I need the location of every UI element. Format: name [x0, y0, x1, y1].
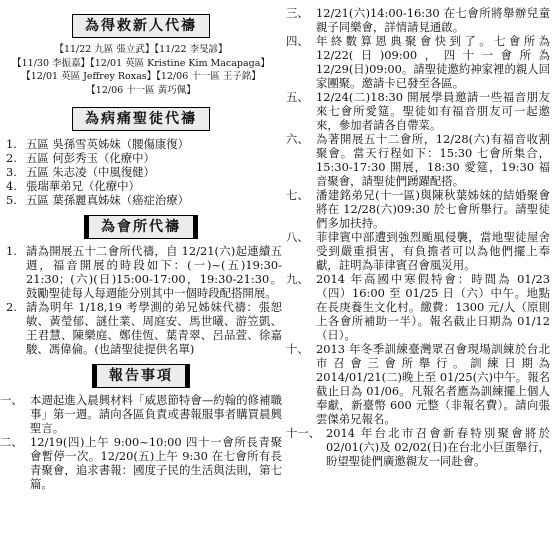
newcomers-row: 【11/22 九區 張立武】【11/22 李旻諺】	[54, 44, 228, 55]
reports-header	[0, 364, 282, 388]
list-item: 1. 請為開展五十二會所代禱，自 12/21(六)起連續五週，福音開展的時段如下：(一)~(五)19:30-21:30；(六)(日)15:00-17:00，19:30-21:30。鼓勵聖徒每人每週能分別其中一個時段配搭開展。	[6, 244, 282, 300]
newcomers-list	[0, 43, 282, 97]
list-item: 一、 本週起進入晨興材料「威恩節特會—約翰的修補職事」第一週。請向各區負責或書報服事者購買晨興聖言。	[0, 393, 282, 435]
meeting-title: 為會所代禱	[84, 215, 198, 239]
list-item: 七、 潘建銘弟兄(十一區)與陳秋葉姊妹的結婚聚會將在 12/28(六)09:30 於七會所舉行。請聖徒們多加扶持。	[286, 188, 550, 230]
list-item: 二、 12/19(四)上午 9:00~10:00 四十一會所長青聚會暫停一次。12/20(五)上午 9:30 在七會所有長青聚會，追求書報：國度子民的生活與法則，第七篇。	[0, 435, 282, 491]
newcomers-row: 【12/06 十一區 黃巧佩】	[86, 84, 196, 96]
meeting-header	[0, 215, 282, 239]
sick-header	[0, 107, 282, 131]
list-item: 六、 為著開展五十二會所，12/28(六)有福音收割聚會。當天行程如下：15:30 七會所集合，15:30-17:30 開展，18:30 愛筵，19:30 福音聚會，請聖徒們踴躍配搭。	[286, 132, 550, 188]
list-item: 九、 2014 年高國中寒假特會：時間為 01/23（四）16:00 至 01/25 日（六）中午。地點在長庚養生文化村。繳費：1300 元/人（原則上各會所補助一半）。報名截止日期為 01/12（日）。	[286, 272, 550, 342]
sick-list	[0, 137, 282, 207]
list-item: 4. 張瑞華弟兄（化療中）	[6, 179, 140, 193]
list-item: 2. 五區 何彭秀玉（化療中）	[6, 151, 155, 165]
list-item: 十、 2013 年冬季訓練臺灣眾召會現場訓練於台北市召會三會所舉行。訓練日期為2014/01/21(二)晚上至 01/25(六)中午。報名截止日為 01/06。凡報名者應為訓練擺上個人奉獻，新臺幣 600 元整（非報名費）。請向張雲傑弟兄報名。	[286, 342, 550, 426]
list-item: 2. 請為明年 1/18,19 考學測的弟兄姊妹代禱：張恕敏、黃瑩郁、謎仕業、周庭安、馬世曦、游笠凱、王君慧、陳樂庭、鄭佳恆、葉青翠、呂品萱、徐嘉駿、馮偉倫。(也請聖徒提供名單)	[6, 300, 282, 356]
newcomers-header	[0, 14, 282, 38]
right-column	[286, 6, 550, 468]
reports-list-right	[286, 6, 550, 468]
list-item: 1. 五區 吳孫雪英姊妹（腰傷康復）	[6, 137, 190, 151]
list-item: 四、 年終數算恩典聚會快到了。七會所為12/22(日)09:00，四十一會所為 12/29(日)09:00。請聖徒邀約神家裡的親人回家團聚。邀請卡已發至各區。	[286, 34, 551, 90]
list-item: 三、 12/21(六)14:00-16:30 在七會所將舉辦兒童親子同樂會，詳情請見通啟。	[286, 6, 550, 34]
list-item: 八、 菲律賓中部遭到強烈颱風侵襲，當地聖徒屋舍受到嚴重損害，有負擔者可以為他們擺上奉獻，註明為菲律賓召會風災用。	[286, 230, 550, 272]
left-column	[0, 0, 282, 491]
list-item: 5. 五區 葉孫麗真姊妹（癌症治療）	[6, 193, 190, 207]
reports-title: 報告事項	[92, 364, 190, 388]
newcomers-row: 【11/30 李振嘉】【12/01 英區 Kristine Kim Macapaga】	[12, 57, 270, 69]
reports-list-left	[0, 393, 282, 491]
newcomers-title: 為得救新人代禱	[72, 14, 210, 38]
sick-title: 為病痛聖徒代禱	[72, 107, 210, 131]
list-item: 五、 12/24(二)18:30 開展學員邀請一些福音朋友來七會所愛筵。聖徒如有福音朋友可一起邀來，參加者請各自帶菜。	[286, 90, 550, 132]
list-item: 十一、 2014 年台北市召會新春特別聚會將於02/01(六)及 02/02(日)在台北小巨蛋舉行，盼望聖徒們廣邀親友一同赴會。	[286, 426, 550, 468]
list-item: 3. 五區 朱志凌（中風復健）	[6, 165, 155, 179]
newcomers-row: 【12/01 英區 Jeffrey Roxas】【12/06 十一區 王子銘】	[21, 71, 261, 82]
meeting-list	[0, 244, 282, 356]
